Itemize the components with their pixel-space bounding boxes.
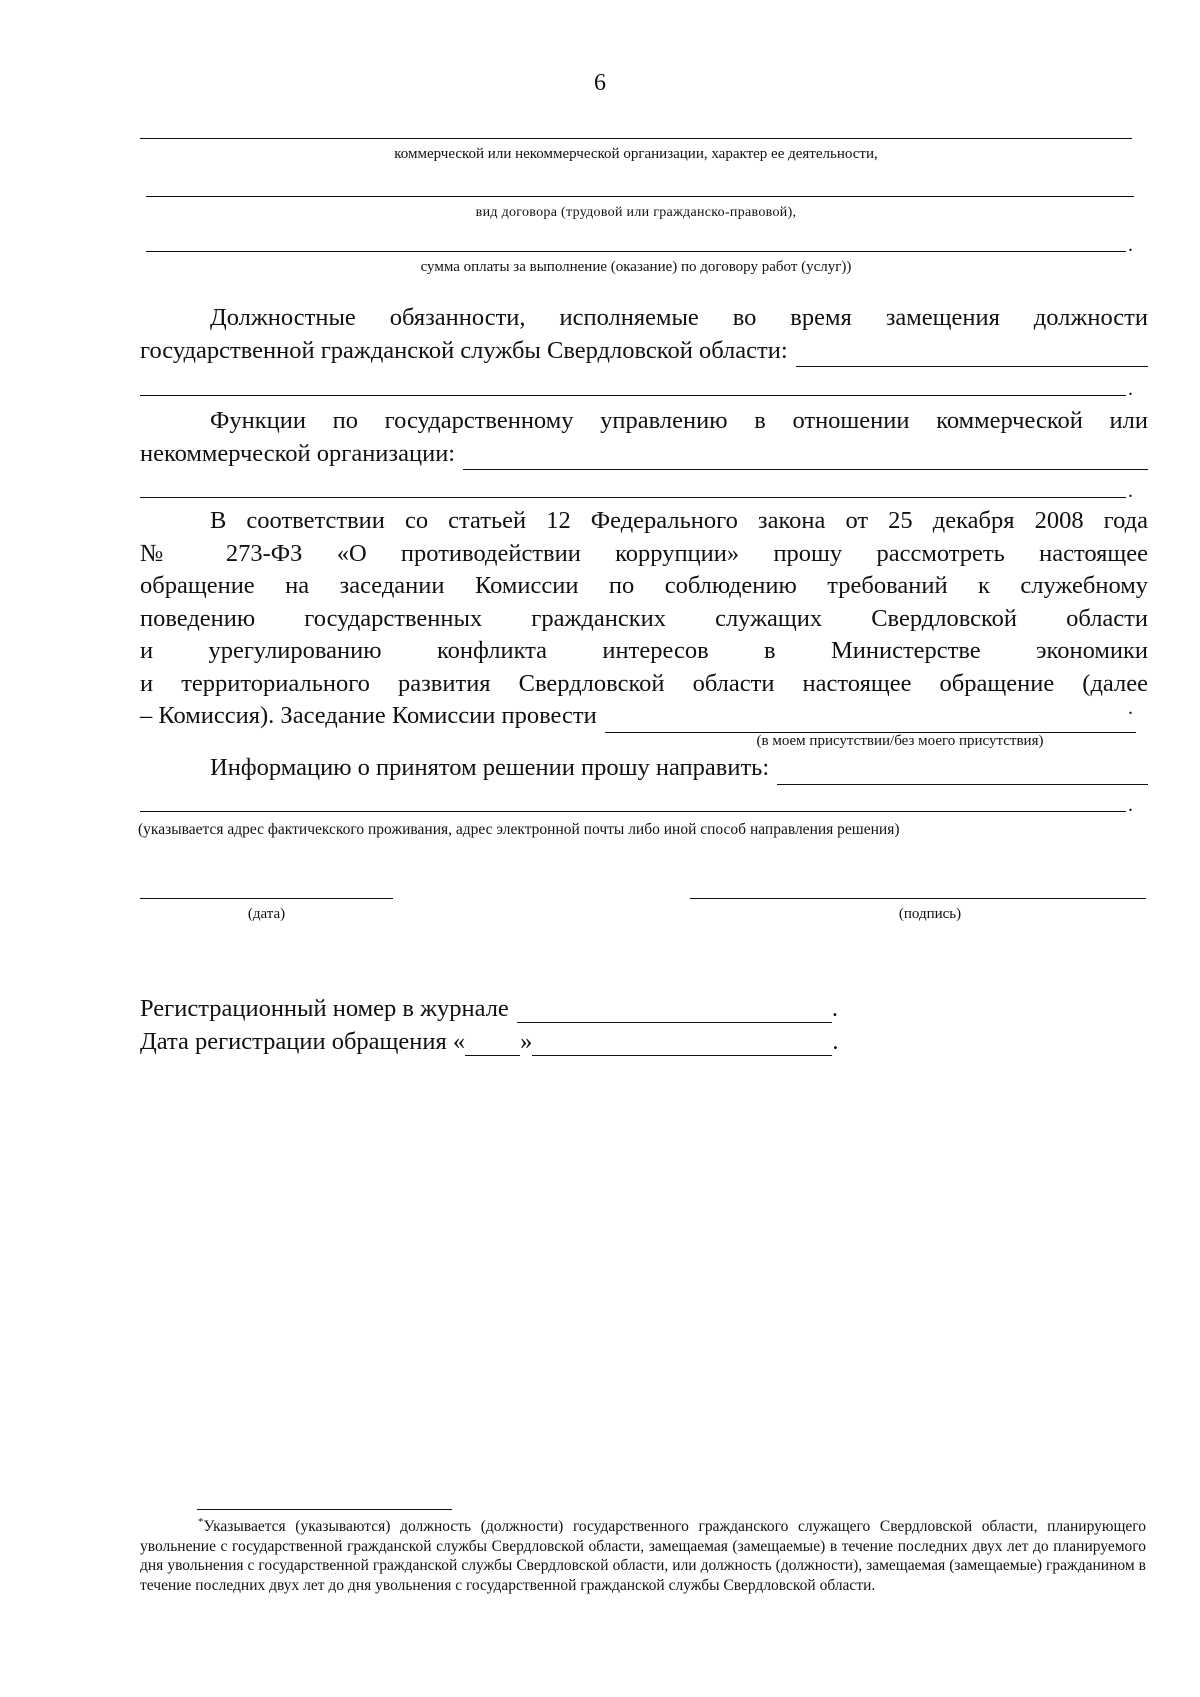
request-line-2: № 273-ФЗ «О противодействии коррупции» прошу рассмотреть настоящее [140, 539, 1148, 567]
duties-blank[interactable] [796, 344, 1148, 367]
date-blank-line[interactable] [140, 898, 393, 899]
info-paragraph [140, 752, 1148, 785]
duties-line-1: Должностные обязанности, исполняемые во время замещения должности [210, 304, 1148, 331]
signature-blank-line[interactable] [690, 898, 1146, 899]
request-period: . [1128, 697, 1133, 719]
request-line-1: В соответствии со статьей 12 Федерального закона от 25 декабря 2008 года [210, 507, 1148, 534]
functions-line-2: некоммерческой организации: [140, 439, 456, 467]
registration-number-label: Регистрационный номер в журнале [140, 995, 509, 1022]
address-blank-line[interactable] [140, 811, 1126, 812]
registration-number-row [140, 995, 838, 1023]
footnote-text: Указывается (указываются) должность (должности) государственного гражданского служащего Свердловской области, планирующего увольнение с государственной гражданской службы Свердловской области, замещаемая (замещаемые) в течение последних двух лет до планируемого дня увольнения с государственной гражданской службы Свердловской области, или должность (должности), замещаемая (замещаемые) гражданином в течение последних двух лет до дня увольнения с государственной гражданской службы Свердловской области. [140, 1518, 1146, 1594]
duties-blank-line-2[interactable] [140, 395, 1126, 396]
request-paragraph [140, 505, 1148, 733]
functions-line-1: Функции по государственному управлению в отношении коммерческой или [210, 407, 1148, 434]
footnote [140, 1513, 1146, 1595]
date-caption: (дата) [247, 906, 286, 922]
request-line-7: – Комиссия). Заседание Комиссии провести [140, 702, 597, 729]
request-line-5: и урегулированию конфликта интересов в Министерстве экономики [140, 637, 1148, 664]
footnote-separator [197, 1509, 452, 1510]
registration-month-blank[interactable] [532, 1033, 832, 1056]
page-number: 6 [594, 70, 606, 96]
duties-line-2: государственной гражданской службы Свердловской области: [140, 336, 788, 364]
payment-caption: сумма оплаты за выполнение (оказание) по договору работ (услуг)) [420, 259, 852, 275]
payment-blank-line[interactable] [146, 251, 1126, 252]
registration-date-row [140, 1028, 839, 1056]
request-line-4: поведению государственных гражданских служащих Свердловской области [140, 604, 1148, 632]
functions-blank-line-2[interactable] [140, 497, 1126, 498]
info-line: Информацию о принятом решении прошу направить: [210, 754, 770, 781]
request-line-3: обращение на заседании Комиссии по соблюдению требований к служебному [140, 572, 1148, 599]
address-caption: (указывается адрес фактичекского проживания, адрес электронной почты либо иной способ направления решения) [138, 821, 900, 838]
organization-caption: коммерческой или некоммерческой организации, характер ее деятельности, [394, 146, 878, 162]
request-line-6: и территориального развития Свердловской области настоящее обращение (далее [140, 669, 1148, 697]
payment-period: . [1128, 234, 1133, 256]
footnote-marker: * [198, 1516, 204, 1528]
registration-day-blank[interactable] [465, 1033, 520, 1056]
signature-caption: (подпись) [898, 906, 962, 922]
functions-paragraph [140, 405, 1148, 470]
presence-caption: (в моем присутствии/без моего присутствия) [756, 733, 1044, 749]
organization-blank-line[interactable] [140, 138, 1132, 139]
meeting-presence-blank[interactable] [605, 710, 1136, 733]
contract-type-blank-line[interactable] [146, 196, 1134, 197]
registration-date-period: . [832, 1028, 839, 1055]
registration-number-period: . [831, 995, 838, 1022]
functions-blank[interactable] [463, 447, 1148, 470]
registration-date-label: Дата регистрации обращения « [140, 1028, 466, 1055]
duties-period: . [1128, 378, 1133, 400]
functions-period: . [1128, 480, 1133, 502]
registration-date-quote: » [520, 1028, 533, 1055]
contract-type-caption: вид договора (трудовой или гражданско-правовой), [475, 205, 797, 220]
duties-paragraph [140, 302, 1148, 367]
address-period: . [1128, 794, 1133, 816]
info-blank[interactable] [777, 762, 1148, 785]
registration-number-blank[interactable] [517, 1000, 832, 1023]
